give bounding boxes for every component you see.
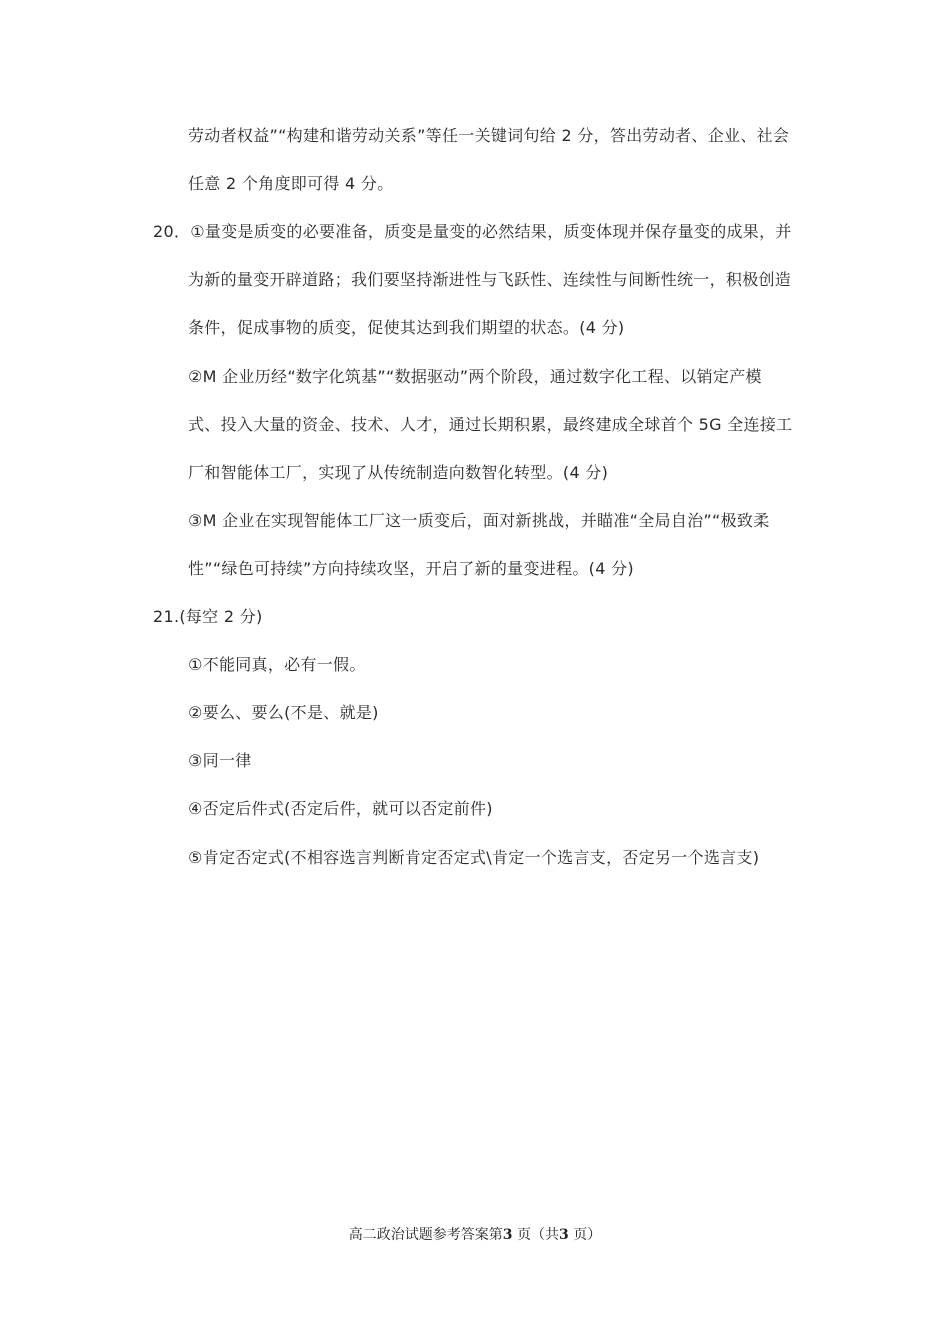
answer-21-heading: 21.(每空 2 分) xyxy=(153,607,263,626)
answer-line-19-cont-2: 任意 2 个角度即可得 4 分。 xyxy=(188,174,394,193)
answer-line-19-cont-1: 劳动者权益”“构建和谐劳动关系”等任一关键词句给 2 分，答出劳动者、企业、社会 xyxy=(188,126,790,145)
answer-21-item-1: ①不能同真，必有一假。 xyxy=(188,655,366,674)
page-footer xyxy=(0,1226,950,1244)
answer-21-item-4: ④否定后件式(否定后件，就可以否定前件) xyxy=(188,799,493,818)
footer-total-pages: 3 xyxy=(559,1227,569,1243)
footer-suffix: 页） xyxy=(568,1227,602,1243)
answer-20-point-3-line-2: 性”“绿色可持续”方向持续攻坚，开启了新的量变进程。(4 分) xyxy=(188,559,634,578)
answer-20-point-1-line-3: 条件，促成事物的质变，促使其达到我们期望的状态。(4 分) xyxy=(188,318,625,337)
footer-middle: 页（共 xyxy=(512,1227,559,1243)
answer-21-item-2: ②要么、要么(不是、就是) xyxy=(188,703,379,722)
footer-prefix: 高二政治试题参考答案第 xyxy=(348,1227,503,1243)
footer-page-number: 3 xyxy=(502,1227,513,1243)
answer-20-point-1-line-2: 为新的量变开辟道路；我们要坚持渐进性与飞跃性、连续性与间断性统一，积极创造 xyxy=(188,270,792,289)
answer-20-point-3-line-1: ③M 企业在实现智能体工厂这一质变后，面对新挑战，并瞄准“全局自治”“极致柔 xyxy=(188,511,770,530)
answer-21-item-5: ⑤肯定否定式(不相容选言判断肯定否定式\肯定一个选言支，否定另一个选言支) xyxy=(188,848,760,867)
answer-20-point-2-line-1: ②M 企业历经“数字化筑基”“数据驱动”两个阶段，通过数字化工程、以销定产模 xyxy=(188,367,762,386)
answer-20-point-2-line-3: 厂和智能体工厂，实现了从传统制造向数智化转型。(4 分) xyxy=(188,463,609,482)
answer-20-point-2-line-2: 式、投入大量的资金、技术、人才，通过长期积累，最终建成全球首个 5G 全连接工 xyxy=(188,415,793,434)
answer-20-point-1-line-1: 20．①量变是质变的必要准备，质变是量变的必然结果，质变体现并保存量变的成果，并 xyxy=(153,222,792,241)
answer-21-item-3: ③同一律 xyxy=(188,751,252,770)
